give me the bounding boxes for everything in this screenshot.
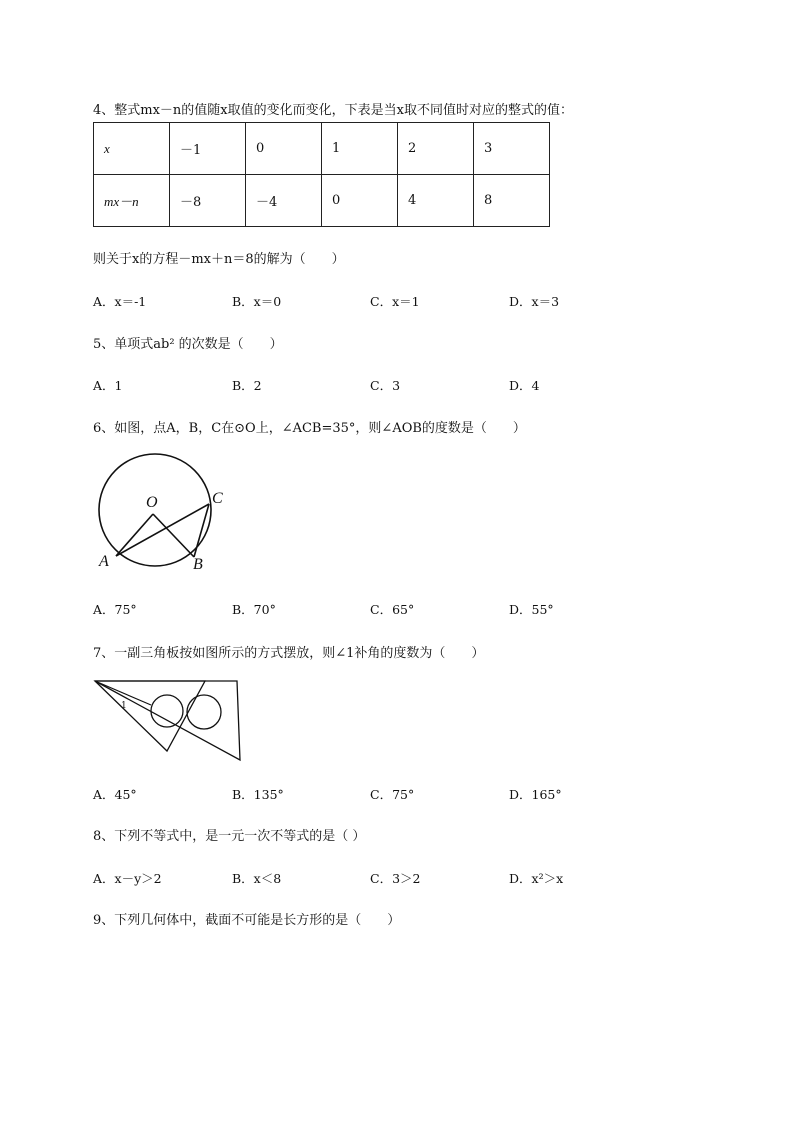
table-cell: 0: [246, 123, 322, 175]
segment-ob: [153, 514, 194, 557]
left-circle: [151, 695, 183, 727]
table-cell: 8: [474, 175, 550, 227]
table-cell: 2: [398, 123, 474, 175]
option-c[interactable]: C．3: [370, 378, 401, 393]
label-o: O: [146, 494, 158, 511]
option-c[interactable]: C．75°: [370, 787, 415, 802]
option-a[interactable]: A．x＝-1: [93, 294, 147, 309]
question-4-subquestion: 则关于x的方程－mx＋n＝8的解为（ ）: [93, 252, 345, 267]
circle-figure: [93, 455, 233, 575]
option-b[interactable]: B．135°: [232, 787, 284, 802]
option-d[interactable]: D．55°: [509, 602, 554, 617]
table-row: [94, 123, 550, 175]
label-b: B: [193, 556, 203, 573]
label-a: A: [99, 553, 109, 570]
segment-oa: [116, 514, 153, 556]
angle-label: 1: [121, 701, 127, 711]
question-9-stem: 9、下列几何体中，截面不可能是长方形的是（ ）: [93, 913, 401, 928]
option-d[interactable]: D．165°: [509, 787, 562, 802]
label-c: C: [212, 490, 223, 507]
table-cell: 0: [322, 175, 398, 227]
option-c[interactable]: C．x＝1: [370, 294, 420, 309]
table-cell: 4: [398, 175, 474, 227]
question-6-stem: 6、如图，点A，B，C在⊙O上，∠ACB=35°，则∠AOB的度数是（ ）: [93, 421, 526, 436]
values-table: [93, 122, 550, 227]
right-circle: [187, 695, 221, 729]
table-cell: －4: [246, 175, 322, 227]
left-triangle: [95, 681, 205, 751]
table-cell: x: [94, 123, 170, 175]
option-a[interactable]: A．1: [93, 378, 123, 393]
option-c[interactable]: C．65°: [370, 602, 415, 617]
table-row: [94, 175, 550, 227]
option-b[interactable]: B．70°: [232, 602, 276, 617]
option-a[interactable]: A．45°: [93, 787, 137, 802]
option-a[interactable]: A．x－y＞2: [93, 871, 162, 886]
question-4-stem: 4、整式mx－n的值随x取值的变化而变化，下表是当x取不同值时对应的整式的值：: [93, 103, 573, 118]
option-b[interactable]: B．x＜8: [232, 871, 282, 886]
option-b[interactable]: B．x＝0: [232, 294, 282, 309]
question-7-stem: 7、一副三角板按如图所示的方式摆放，则∠1补角的度数为（ ）: [93, 646, 485, 661]
option-d[interactable]: D．x＝3: [509, 294, 560, 309]
table-cell: 3: [474, 123, 550, 175]
table-cell: mx－n: [94, 175, 170, 227]
table-cell: 1: [322, 123, 398, 175]
option-d[interactable]: D．x²＞x: [509, 871, 564, 886]
option-b[interactable]: B．2: [232, 378, 262, 393]
option-a[interactable]: A．75°: [93, 602, 137, 617]
question-5-stem: 5、单项式ab² 的次数是（ ）: [93, 337, 283, 352]
option-d[interactable]: D．4: [509, 378, 540, 393]
option-c[interactable]: C．3＞2: [370, 871, 421, 886]
question-8-stem: 8、下列不等式中，是一元一次不等式的是（ ）: [93, 829, 366, 844]
table-cell: －1: [170, 123, 246, 175]
table-cell: －8: [170, 175, 246, 227]
set-squares-figure: [93, 677, 243, 762]
